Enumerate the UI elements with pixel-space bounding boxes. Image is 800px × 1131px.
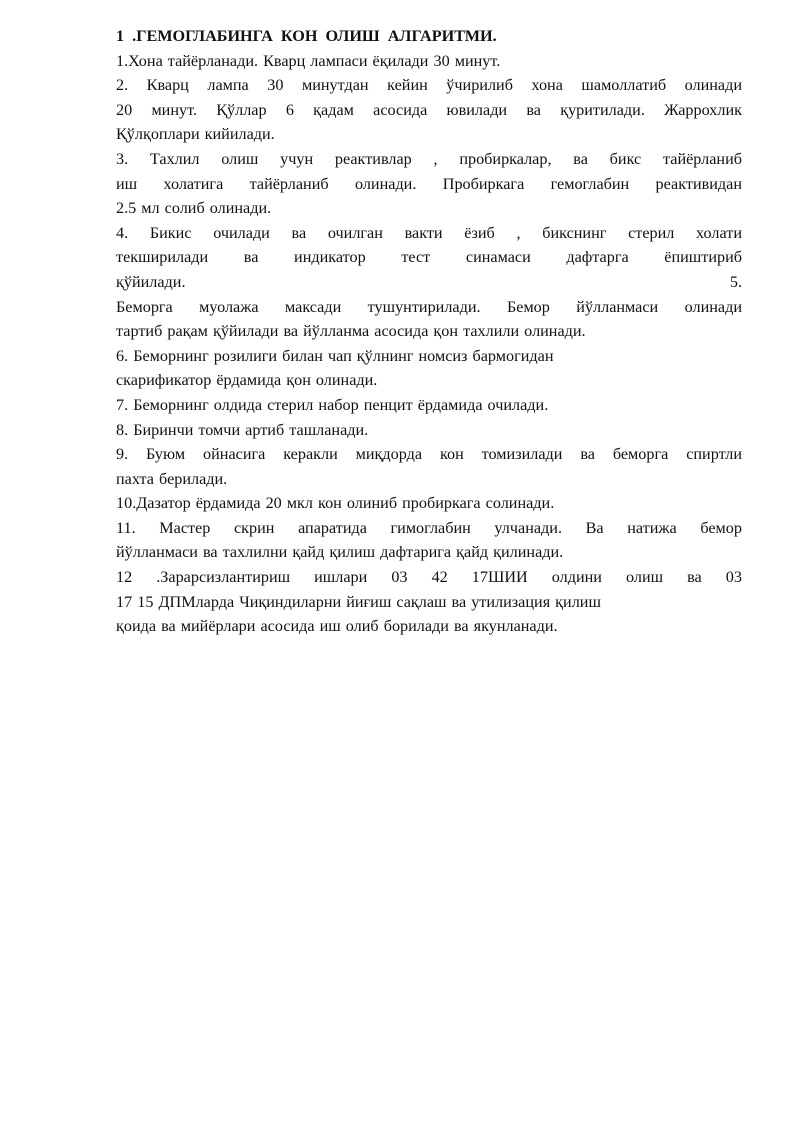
step-12-line-3: қоида ва мийёрлари асосида иш олиб борилади ва якунланади. [116,617,558,636]
step-11-line-1: 11. Мастер скрин апаратида гимоглабин улчанади. Ва натижа бемор [116,518,742,537]
step-12-line-1: 12 .Зарарсизлантириш ишлари 03 42 17ШИИ олдини олиш ва 03 [116,568,742,587]
step-2-line-2: 20 минут. Қўллар 6 қадам асосида ювилади ва қуритилади. Жаррохлик [116,100,742,119]
step-7-line-1: 7. Беморнинг олдида стерил набор пенцит ёрдамида очилади. [116,395,549,414]
step-2-line-3: Қўлқоплари кийилади. [116,125,275,144]
document-body [116,24,742,639]
step-5-line-2: тартиб рақам қўйилади ва йўлланма асосида қон тахлили олинади. [116,322,586,341]
step-4-line-2: текширилади ва индикатор тест синамаси дафтарга ёпиштириб [116,248,742,267]
step-3 [116,147,742,221]
step-6 [116,344,742,393]
step-9 [116,442,742,491]
step-2 [116,73,742,147]
step-7 [116,393,742,418]
step-11 [116,516,742,565]
step-10-line-1: 10.Дазатор ёрдамида 20 мкл кон олиниб пробиркага солинади. [116,494,555,513]
step-6-line-1: 6. Беморнинг розилиги билан чап қўлнинг номсиз бармогидан [116,346,554,365]
step-1 [116,49,742,74]
step-3-line-1: 3. Тахлил олиш учун реактивлар , пробиркалар, ва бикс тайёрланиб [116,149,742,168]
step-2-line-1: 2. Кварц лампа 30 минутдан кейин ўчирилиб хона шамоллатиб олинади [116,76,742,95]
document-title: 1 .ГЕМОГЛАБИНГА КОН ОЛИШ АЛГАРИТМИ. [116,27,497,45]
step-4-line-3: қўйилади. 5. [116,272,742,291]
step-5-line-1: Беморга муолажа максади тушунтирилади. Бемор йўлланмаси олинади [116,297,742,316]
step-11-line-2: йўлланмаси ва тахлилни қайд қилиш дафтарига қайд қилинади. [116,543,564,562]
step-12-line-2: 17 15 ДПМларда Чиқиндиларни йиғиш сақлаш ва утилизация қилиш [116,592,601,611]
step-8-line-1: 8. Биринчи томчи артиб ташланади. [116,420,369,439]
step-12 [116,565,742,639]
step-6-line-2: скарификатор ёрдамида қон олинади. [116,371,378,390]
step-4 [116,221,742,344]
step-9-line-1: 9. Буюм ойнасига керакли миқдорда кон томизилади ва беморга спиртли [116,445,742,464]
step-3-line-2: иш холатига тайёрланиб олинади. Пробиркага гемоглабин реактивидан [116,174,742,193]
step-4-line-1: 4. Бикис очилади ва очилган вакти ёзиб , бикснинг стерил холати [116,223,742,242]
step-8 [116,418,742,443]
step-3-line-3: 2.5 мл солиб олинади. [116,199,272,218]
step-1-line-1: 1.Хона тайёрланади. Кварц лампаси ёқилади 30 минут. [116,51,501,70]
step-10 [116,491,742,516]
step-9-line-2: пахта берилади. [116,469,228,488]
